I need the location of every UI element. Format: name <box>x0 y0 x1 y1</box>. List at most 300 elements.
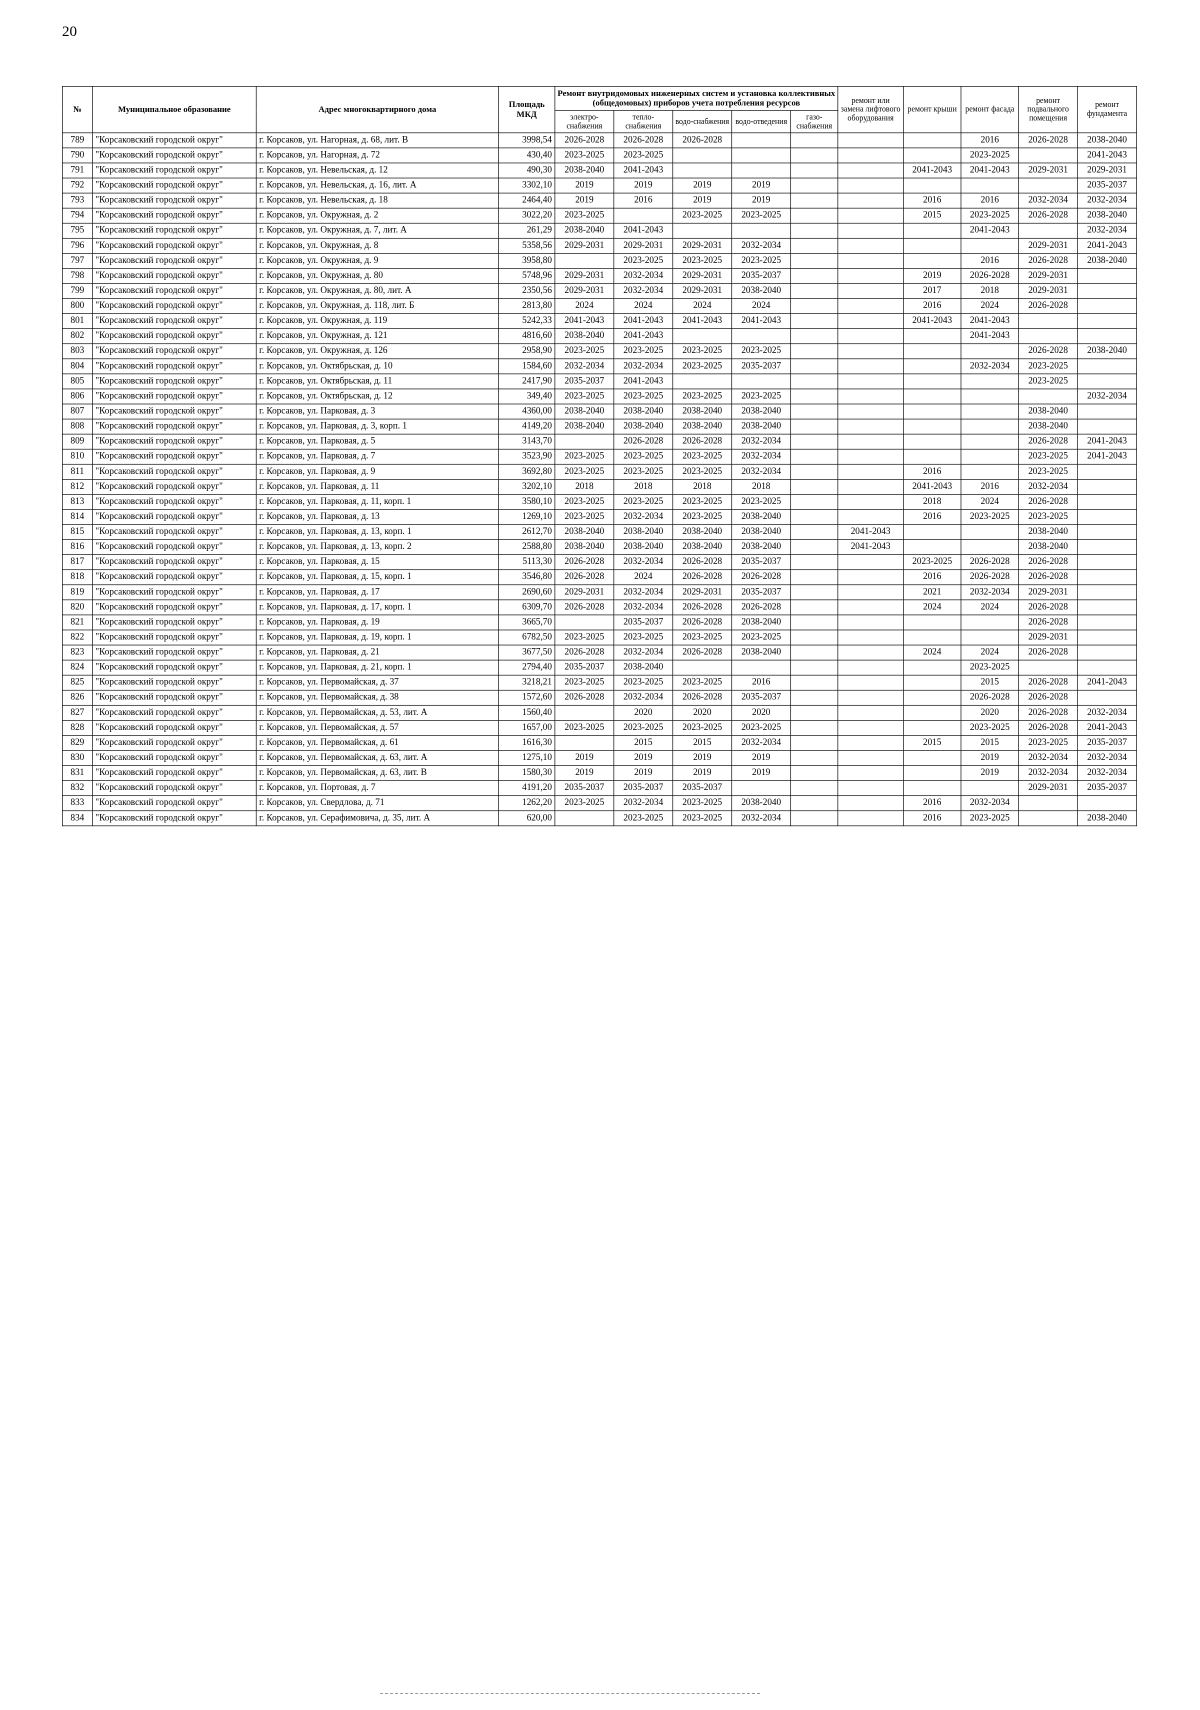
roof-cell <box>903 344 961 359</box>
electro-cell <box>555 254 614 269</box>
electro-cell: 2029-2031 <box>555 284 614 299</box>
drainage-cell: 2038-2040 <box>732 615 791 630</box>
table-row <box>62 660 1136 675</box>
address-cell: г. Корсаков, ул. Окружная, д. 121 <box>256 329 498 344</box>
electro-cell: 2023-2025 <box>555 450 614 465</box>
row-number: 791 <box>62 163 92 178</box>
electro-cell: 2019 <box>555 193 614 208</box>
water-cell: 2038-2040 <box>673 404 732 419</box>
table-row <box>62 781 1136 796</box>
water-cell: 2035-2037 <box>673 781 732 796</box>
elevator-cell <box>838 374 904 389</box>
table-row <box>62 269 1136 284</box>
heat-cell: 2018 <box>614 480 673 495</box>
gas-cell <box>791 706 838 721</box>
area-cell: 3580,10 <box>499 495 555 510</box>
municipality-cell: "Корсаковский городской округ" <box>92 751 256 766</box>
heat-cell: 2015 <box>614 736 673 751</box>
municipality-cell: "Корсаковский городской округ" <box>92 766 256 781</box>
foundation-cell <box>1078 796 1137 811</box>
gas-cell <box>791 224 838 239</box>
row-number: 796 <box>62 239 92 254</box>
roof-cell: 2019 <box>903 269 961 284</box>
area-cell: 2813,80 <box>499 299 555 314</box>
roof-cell: 2016 <box>903 193 961 208</box>
elevator-cell <box>838 465 904 480</box>
area-cell: 5748,96 <box>499 269 555 284</box>
basement-cell: 2029-2031 <box>1019 163 1078 178</box>
heat-cell: 2032-2034 <box>614 359 673 374</box>
address-cell: г. Корсаков, ул. Окружная, д. 9 <box>256 254 498 269</box>
basement-cell: 2026-2028 <box>1019 254 1078 269</box>
drainage-cell <box>732 660 791 675</box>
area-cell: 3022,20 <box>499 208 555 223</box>
address-cell: г. Корсаков, ул. Окружная, д. 118, лит. Б <box>256 299 498 314</box>
elevator-cell <box>838 630 904 645</box>
heat-cell: 2023-2025 <box>614 811 673 826</box>
foundation-cell: 2032-2034 <box>1078 224 1137 239</box>
roof-cell: 2016 <box>903 796 961 811</box>
roof-cell: 2017 <box>903 284 961 299</box>
row-number: 794 <box>62 208 92 223</box>
gas-cell <box>791 389 838 404</box>
area-cell: 2958,90 <box>499 344 555 359</box>
elevator-cell <box>838 675 904 690</box>
gas-cell <box>791 434 838 449</box>
area-cell: 3998,54 <box>499 133 555 148</box>
drainage-cell: 2038-2040 <box>732 645 791 660</box>
gas-cell <box>791 465 838 480</box>
heat-cell: 2032-2034 <box>614 269 673 284</box>
foundation-cell <box>1078 585 1137 600</box>
heat-cell: 2019 <box>614 766 673 781</box>
water-cell: 2023-2025 <box>673 495 732 510</box>
row-number: 793 <box>62 193 92 208</box>
drainage-cell: 2038-2040 <box>732 419 791 434</box>
drainage-cell: 2032-2034 <box>732 736 791 751</box>
water-cell: 2023-2025 <box>673 254 732 269</box>
area-cell: 2588,80 <box>499 540 555 555</box>
municipality-cell: "Корсаковский городской округ" <box>92 133 256 148</box>
municipality-cell: "Корсаковский городской округ" <box>92 691 256 706</box>
heat-cell: 2024 <box>614 299 673 314</box>
table-header <box>62 86 1136 133</box>
foundation-cell: 2032-2034 <box>1078 766 1137 781</box>
basement-cell: 2032-2034 <box>1019 480 1078 495</box>
gas-cell <box>791 344 838 359</box>
electro-cell: 2041-2043 <box>555 314 614 329</box>
foundation-cell <box>1078 374 1137 389</box>
address-cell: г. Корсаков, ул. Портовая, д. 7 <box>256 781 498 796</box>
basement-cell: 2026-2028 <box>1019 434 1078 449</box>
gas-cell <box>791 269 838 284</box>
facade-cell: 2041-2043 <box>961 224 1019 239</box>
gas-cell <box>791 133 838 148</box>
address-cell: г. Корсаков, ул. Парковая, д. 19, корп. 1 <box>256 630 498 645</box>
heat-cell: 2032-2034 <box>614 600 673 615</box>
address-cell: г. Корсаков, ул. Окружная, д. 80, лит. А <box>256 284 498 299</box>
facade-cell <box>961 344 1019 359</box>
water-cell: 2026-2028 <box>673 691 732 706</box>
electro-cell <box>555 736 614 751</box>
table-row <box>62 691 1136 706</box>
row-number: 790 <box>62 148 92 163</box>
elevator-cell <box>838 434 904 449</box>
heat-cell: 2032-2034 <box>614 510 673 525</box>
foundation-cell: 2038-2040 <box>1078 811 1137 826</box>
facade-cell: 2023-2025 <box>961 510 1019 525</box>
table-row <box>62 329 1136 344</box>
row-number: 832 <box>62 781 92 796</box>
facade-cell: 2041-2043 <box>961 163 1019 178</box>
row-number: 830 <box>62 751 92 766</box>
heat-cell: 2038-2040 <box>614 660 673 675</box>
row-number: 817 <box>62 555 92 570</box>
header-basement: ремонт подвального помещения <box>1019 86 1078 133</box>
elevator-cell <box>838 615 904 630</box>
table-body <box>62 133 1136 826</box>
foundation-cell <box>1078 299 1137 314</box>
area-cell: 3677,50 <box>499 645 555 660</box>
electro-cell: 2035-2037 <box>555 374 614 389</box>
electro-cell: 2038-2040 <box>555 419 614 434</box>
facade-cell: 2016 <box>961 254 1019 269</box>
area-cell: 5242,33 <box>499 314 555 329</box>
municipality-cell: "Корсаковский городской округ" <box>92 224 256 239</box>
electro-cell: 2026-2028 <box>555 691 614 706</box>
address-cell: г. Корсаков, ул. Окружная, д. 2 <box>256 208 498 223</box>
electro-cell <box>555 434 614 449</box>
gas-cell <box>791 254 838 269</box>
area-cell: 4816,60 <box>499 329 555 344</box>
facade-cell: 2026-2028 <box>961 555 1019 570</box>
basement-cell: 2032-2034 <box>1019 751 1078 766</box>
roof-cell <box>903 419 961 434</box>
drainage-cell: 2038-2040 <box>732 404 791 419</box>
water-cell: 2023-2025 <box>673 359 732 374</box>
address-cell: г. Корсаков, ул. Парковая, д. 11 <box>256 480 498 495</box>
header-heat: тепло-снабжения <box>614 110 673 133</box>
facade-cell: 2026-2028 <box>961 691 1019 706</box>
row-number: 805 <box>62 374 92 389</box>
drainage-cell: 2020 <box>732 706 791 721</box>
drainage-cell: 2038-2040 <box>732 796 791 811</box>
drainage-cell: 2018 <box>732 480 791 495</box>
municipality-cell: "Корсаковский городской округ" <box>92 148 256 163</box>
basement-cell: 2026-2028 <box>1019 600 1078 615</box>
area-cell: 2690,60 <box>499 585 555 600</box>
electro-cell: 2026-2028 <box>555 600 614 615</box>
table-row <box>62 751 1136 766</box>
facade-cell: 2023-2025 <box>961 148 1019 163</box>
address-cell: г. Корсаков, ул. Парковая, д. 19 <box>256 615 498 630</box>
water-cell: 2019 <box>673 178 732 193</box>
table-row <box>62 239 1136 254</box>
municipality-cell: "Корсаковский городской округ" <box>92 389 256 404</box>
basement-cell: 2026-2028 <box>1019 706 1078 721</box>
foundation-cell <box>1078 691 1137 706</box>
electro-cell: 2029-2031 <box>555 239 614 254</box>
address-cell: г. Корсаков, ул. Парковая, д. 13 <box>256 510 498 525</box>
address-cell: г. Корсаков, ул. Первомайская, д. 61 <box>256 736 498 751</box>
roof-cell <box>903 133 961 148</box>
basement-cell: 2026-2028 <box>1019 299 1078 314</box>
facade-cell: 2020 <box>961 706 1019 721</box>
heat-cell: 2041-2043 <box>614 329 673 344</box>
repair-schedule-table <box>62 86 1137 826</box>
table-row <box>62 178 1136 193</box>
heat-cell: 2019 <box>614 751 673 766</box>
foundation-cell <box>1078 495 1137 510</box>
gas-cell <box>791 374 838 389</box>
water-cell: 2026-2028 <box>673 615 732 630</box>
address-cell: г. Корсаков, ул. Октябрьская, д. 10 <box>256 359 498 374</box>
drainage-cell: 2024 <box>732 299 791 314</box>
roof-cell <box>903 525 961 540</box>
facade-cell <box>961 178 1019 193</box>
basement-cell: 2026-2028 <box>1019 208 1078 223</box>
table-row <box>62 419 1136 434</box>
row-number: 792 <box>62 178 92 193</box>
address-cell: г. Корсаков, ул. Первомайская, д. 63, лит. В <box>256 766 498 781</box>
basement-cell <box>1019 796 1078 811</box>
foundation-cell: 2035-2037 <box>1078 781 1137 796</box>
row-number: 821 <box>62 615 92 630</box>
heat-cell: 2016 <box>614 193 673 208</box>
elevator-cell <box>838 706 904 721</box>
gas-cell <box>791 239 838 254</box>
table-row <box>62 645 1136 660</box>
header-systems-group: Ремонт внутридомовых инженерных систем и установка коллективных (общедомовых) приборов учета потребления ресурсов <box>555 86 838 110</box>
foundation-cell: 2035-2037 <box>1078 736 1137 751</box>
roof-cell: 2023-2025 <box>903 555 961 570</box>
roof-cell <box>903 751 961 766</box>
water-cell: 2023-2025 <box>673 721 732 736</box>
area-cell: 1269,10 <box>499 510 555 525</box>
municipality-cell: "Корсаковский городской округ" <box>92 404 256 419</box>
heat-cell: 2041-2043 <box>614 224 673 239</box>
electro-cell: 2024 <box>555 299 614 314</box>
municipality-cell: "Корсаковский городской округ" <box>92 540 256 555</box>
table-row <box>62 585 1136 600</box>
water-cell <box>673 163 732 178</box>
table-row <box>62 630 1136 645</box>
facade-cell: 2023-2025 <box>961 811 1019 826</box>
electro-cell: 2023-2025 <box>555 675 614 690</box>
electro-cell: 2023-2025 <box>555 465 614 480</box>
gas-cell <box>791 495 838 510</box>
foundation-cell <box>1078 660 1137 675</box>
elevator-cell <box>838 389 904 404</box>
elevator-cell <box>838 178 904 193</box>
roof-cell: 2016 <box>903 299 961 314</box>
roof-cell <box>903 178 961 193</box>
address-cell: г. Корсаков, ул. Парковая, д. 9 <box>256 465 498 480</box>
heat-cell: 2026-2028 <box>614 133 673 148</box>
heat-cell: 2032-2034 <box>614 284 673 299</box>
gas-cell <box>791 660 838 675</box>
roof-cell <box>903 359 961 374</box>
roof-cell <box>903 721 961 736</box>
foundation-cell <box>1078 419 1137 434</box>
elevator-cell <box>838 148 904 163</box>
heat-cell: 2023-2025 <box>614 630 673 645</box>
row-number: 808 <box>62 419 92 434</box>
address-cell: г. Корсаков, ул. Парковая, д. 3, корп. 1 <box>256 419 498 434</box>
row-number: 809 <box>62 434 92 449</box>
foundation-cell: 2041-2043 <box>1078 434 1137 449</box>
header-drainage: водо-отведения <box>732 110 791 133</box>
basement-cell <box>1019 224 1078 239</box>
basement-cell <box>1019 811 1078 826</box>
table-row <box>62 736 1136 751</box>
heat-cell: 2023-2025 <box>614 675 673 690</box>
basement-cell: 2026-2028 <box>1019 615 1078 630</box>
municipality-cell: "Корсаковский городской округ" <box>92 495 256 510</box>
elevator-cell <box>838 796 904 811</box>
water-cell <box>673 660 732 675</box>
foundation-cell <box>1078 404 1137 419</box>
electro-cell: 2038-2040 <box>555 540 614 555</box>
elevator-cell <box>838 480 904 495</box>
address-cell: г. Корсаков, ул. Парковая, д. 21 <box>256 645 498 660</box>
basement-cell: 2029-2031 <box>1019 781 1078 796</box>
foundation-cell <box>1078 615 1137 630</box>
table-row <box>62 254 1136 269</box>
electro-cell: 2018 <box>555 480 614 495</box>
area-cell: 5113,30 <box>499 555 555 570</box>
municipality-cell: "Корсаковский городской округ" <box>92 239 256 254</box>
address-cell: г. Корсаков, ул. Парковая, д. 13, корп. 2 <box>256 540 498 555</box>
heat-cell: 2019 <box>614 178 673 193</box>
roof-cell <box>903 781 961 796</box>
area-cell: 1584,60 <box>499 359 555 374</box>
municipality-cell: "Корсаковский городской округ" <box>92 480 256 495</box>
municipality-cell: "Корсаковский городской округ" <box>92 796 256 811</box>
municipality-cell: "Корсаковский городской округ" <box>92 615 256 630</box>
municipality-cell: "Корсаковский городской округ" <box>92 359 256 374</box>
row-number: 833 <box>62 796 92 811</box>
gas-cell <box>791 751 838 766</box>
gas-cell <box>791 630 838 645</box>
drainage-cell: 2019 <box>732 751 791 766</box>
gas-cell <box>791 721 838 736</box>
basement-cell: 2029-2031 <box>1019 284 1078 299</box>
table-row <box>62 811 1136 826</box>
municipality-cell: "Корсаковский городской округ" <box>92 314 256 329</box>
table-row <box>62 389 1136 404</box>
row-number: 800 <box>62 299 92 314</box>
address-cell: г. Корсаков, ул. Окружная, д. 7, лит. А <box>256 224 498 239</box>
drainage-cell: 2032-2034 <box>732 465 791 480</box>
foundation-cell: 2041-2043 <box>1078 239 1137 254</box>
water-cell <box>673 329 732 344</box>
drainage-cell: 2023-2025 <box>732 495 791 510</box>
drainage-cell: 2038-2040 <box>732 510 791 525</box>
area-cell: 1262,20 <box>499 796 555 811</box>
foundation-cell <box>1078 510 1137 525</box>
municipality-cell: "Корсаковский городской округ" <box>92 706 256 721</box>
roof-cell <box>903 148 961 163</box>
foundation-cell <box>1078 555 1137 570</box>
heat-cell: 2023-2025 <box>614 389 673 404</box>
elevator-cell <box>838 495 904 510</box>
area-cell: 4191,20 <box>499 781 555 796</box>
heat-cell: 2024 <box>614 570 673 585</box>
area-cell: 5358,56 <box>499 239 555 254</box>
facade-cell <box>961 374 1019 389</box>
drainage-cell: 2041-2043 <box>732 314 791 329</box>
area-cell: 3143,70 <box>499 434 555 449</box>
municipality-cell: "Корсаковский городской округ" <box>92 163 256 178</box>
electro-cell: 2035-2037 <box>555 660 614 675</box>
gas-cell <box>791 450 838 465</box>
elevator-cell <box>838 645 904 660</box>
foundation-cell <box>1078 645 1137 660</box>
table-row <box>62 344 1136 359</box>
municipality-cell: "Корсаковский городской округ" <box>92 434 256 449</box>
row-number: 814 <box>62 510 92 525</box>
drainage-cell: 2026-2028 <box>732 570 791 585</box>
water-cell: 2029-2031 <box>673 239 732 254</box>
drainage-cell <box>732 329 791 344</box>
heat-cell <box>614 208 673 223</box>
foundation-cell <box>1078 465 1137 480</box>
gas-cell <box>791 781 838 796</box>
heat-cell: 2023-2025 <box>614 465 673 480</box>
roof-cell <box>903 224 961 239</box>
facade-cell: 2016 <box>961 480 1019 495</box>
address-cell: г. Корсаков, ул. Парковая, д. 7 <box>256 450 498 465</box>
drainage-cell: 2023-2025 <box>732 254 791 269</box>
row-number: 801 <box>62 314 92 329</box>
municipality-cell: "Корсаковский городской округ" <box>92 344 256 359</box>
gas-cell <box>791 148 838 163</box>
area-cell: 3665,70 <box>499 615 555 630</box>
basement-cell <box>1019 329 1078 344</box>
roof-cell <box>903 254 961 269</box>
water-cell: 2019 <box>673 193 732 208</box>
facade-cell: 2023-2025 <box>961 660 1019 675</box>
area-cell: 2417,90 <box>499 374 555 389</box>
basement-cell: 2038-2040 <box>1019 404 1078 419</box>
gas-cell <box>791 585 838 600</box>
row-number: 827 <box>62 706 92 721</box>
row-number: 828 <box>62 721 92 736</box>
foundation-cell: 2029-2031 <box>1078 163 1137 178</box>
municipality-cell: "Корсаковский городской округ" <box>92 329 256 344</box>
foundation-cell <box>1078 570 1137 585</box>
heat-cell: 2041-2043 <box>614 163 673 178</box>
elevator-cell <box>838 585 904 600</box>
basement-cell: 2038-2040 <box>1019 419 1078 434</box>
electro-cell: 2029-2031 <box>555 269 614 284</box>
electro-cell <box>555 811 614 826</box>
row-number: 789 <box>62 133 92 148</box>
basement-cell: 2038-2040 <box>1019 525 1078 540</box>
basement-cell: 2023-2025 <box>1019 510 1078 525</box>
address-cell: г. Корсаков, ул. Парковая, д. 13, корп. 1 <box>256 525 498 540</box>
heat-cell: 2038-2040 <box>614 540 673 555</box>
municipality-cell: "Корсаковский городской округ" <box>92 465 256 480</box>
table-row <box>62 525 1136 540</box>
facade-cell: 2015 <box>961 675 1019 690</box>
basement-cell: 2026-2028 <box>1019 721 1078 736</box>
facade-cell: 2018 <box>961 284 1019 299</box>
heat-cell: 2032-2034 <box>614 691 673 706</box>
table-row <box>62 224 1136 239</box>
municipality-cell: "Корсаковский городской округ" <box>92 585 256 600</box>
